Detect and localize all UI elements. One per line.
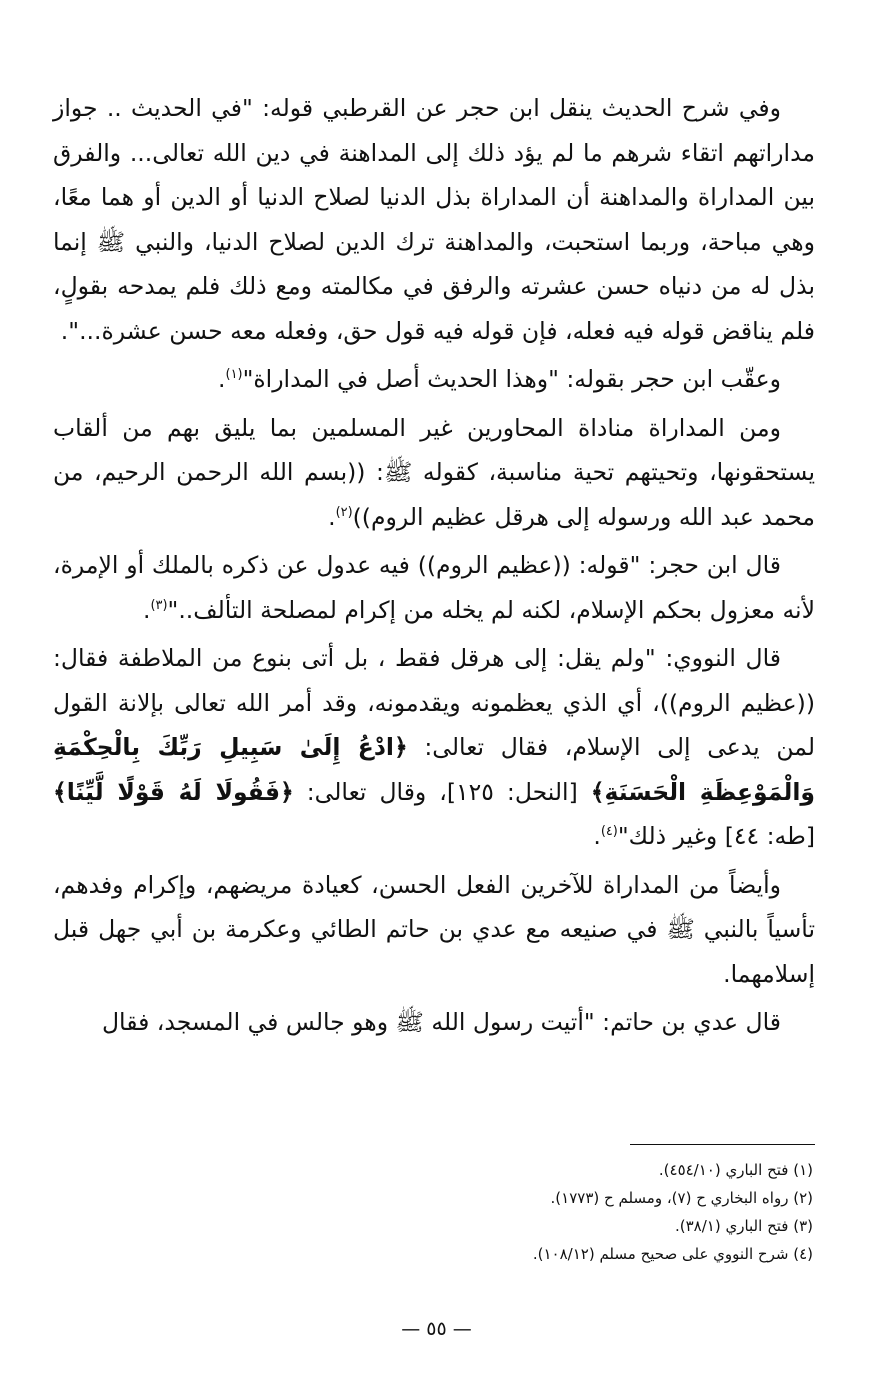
paragraph-7-text: قال عدي بن حاتم: "أتيت رسول الله ﷺ وهو جالس في المسجد، فقال bbox=[101, 1008, 781, 1036]
footnote-2: (٢) رواه البخاري ح (٧)، ومسلم ح (١٧٧٣). bbox=[550, 1189, 813, 1207]
body-text bbox=[53, 86, 815, 1049]
paragraph-1 bbox=[53, 86, 815, 353]
paragraph-5-end: . bbox=[593, 822, 601, 850]
paragraph-5 bbox=[53, 636, 815, 859]
footnote-1: (١) فتح الباري (٤٥٤/١٠). bbox=[658, 1161, 813, 1179]
paragraph-5-text-c: [طه: ٤٤] وغير ذلك" bbox=[617, 822, 815, 850]
paragraph-5-text-a: قال النووي: "ولم يقل: إلى هرقل فقط ، بل أتى بنوع من الملاطفة فقال: ((عظيم الروم))، أي الذي يعظمونه ويقدمونه، وقد أمر الله تعالى بإلانة القول لمن يدعى إلى الإسلام، فقال تعالى: bbox=[53, 644, 815, 761]
paragraph-4 bbox=[53, 543, 815, 632]
footnote-separator bbox=[630, 1144, 815, 1145]
paragraph-4-text: قال ابن حجر: "قوله: ((عظيم الروم)) فيه عدول عن ذكره بالملك أو الإمرة، لأنه معزول بحكم الإسلام، لكنه لم يخله من إكرام لمصلحة التألف.." bbox=[53, 551, 815, 624]
paragraph-6 bbox=[53, 863, 815, 997]
paragraph-7 bbox=[53, 1000, 815, 1045]
footnotes bbox=[53, 1156, 813, 1268]
paragraph-4-end: . bbox=[143, 595, 151, 624]
paragraph-2-end: . bbox=[218, 365, 226, 393]
footnote-ref-3[interactable]: (٣) bbox=[150, 597, 168, 613]
footnote-ref-4[interactable]: (٤) bbox=[600, 824, 618, 840]
paragraph-3 bbox=[53, 406, 815, 540]
footnote-3: (٣) فتح الباري (٣٨/١). bbox=[675, 1217, 813, 1235]
quran-verse-taha: ﴿فَقُولَا لَهُ قَوْلًا لَّيِّنًا﴾ bbox=[53, 777, 294, 806]
paragraph-3-end: . bbox=[328, 502, 336, 531]
paragraph-1-text: وفي شرح الحديث ينقل ابن حجر عن القرطبي قوله: "في الحديث .. جواز مداراتهم اتقاء شرهم ما لم يؤد ذلك إلى المداهنة في دين الله تعالى... والفرق بين المداراة والمداهنة أن المداراة بذل الدنيا لصلاح الدنيا أو الدين أو هما معًا، وهي مباحة، وربما استحبت، والمداهنة ترك الدين لصلاح الدنيا، والنبي ﷺ إنما بذل له من دنياه حسن عشرته والرفق في مكالمته ومع ذلك فلم يمدحه بقولٍ، فلم يناقض قوله فيه فعله، فإن قوله فيه قول حق، وفعله معه حسن عشرة...". bbox=[53, 94, 815, 345]
paragraph-5-text-b: [النحل: ١٢٥]، وقال تعالى: bbox=[293, 777, 591, 806]
footnote-4: (٤) شرح النووي على صحيح مسلم (١٠٨/١٢). bbox=[532, 1245, 813, 1263]
paragraph-6-text: وأيضاً من المداراة للآخرين الفعل الحسن، كعيادة مريضهم، وإكرام وفدهم، تأسياً بالنبي ﷺ في صنيعه مع عدي بن حاتم الطائي وعكرمة بن أبي جهل قبل إسلامهما. bbox=[53, 870, 815, 988]
page-number: — ٥٥ — bbox=[401, 1318, 472, 1340]
paragraph-2 bbox=[53, 357, 815, 402]
paragraph-2-text: وعقّب ابن حجر بقوله: "وهذا الحديث أصل في المداراة" bbox=[242, 365, 781, 393]
quran-verse-nahl: ﴿ادْعُ إِلَىٰ سَبِيلِ رَبِّكَ بِالْحِكْمَةِ وَالْمَوْعِظَةِ الْحَسَنَةِ﴾ bbox=[53, 733, 815, 806]
footnote-ref-2[interactable]: (٢) bbox=[335, 504, 353, 520]
footnote-ref-1[interactable]: (١) bbox=[225, 367, 243, 383]
paragraph-3-text: ومن المداراة مناداة المحاورين غير المسلمين بما يليق بهم من ألقاب يستحقونها، وتحيتهم تحية مناسبة، كقوله ﷺ: ((بسم الله الرحمن الرحيم، من محمد عبد الله ورسوله إلى هرقل عظيم الروم)) bbox=[53, 413, 815, 531]
